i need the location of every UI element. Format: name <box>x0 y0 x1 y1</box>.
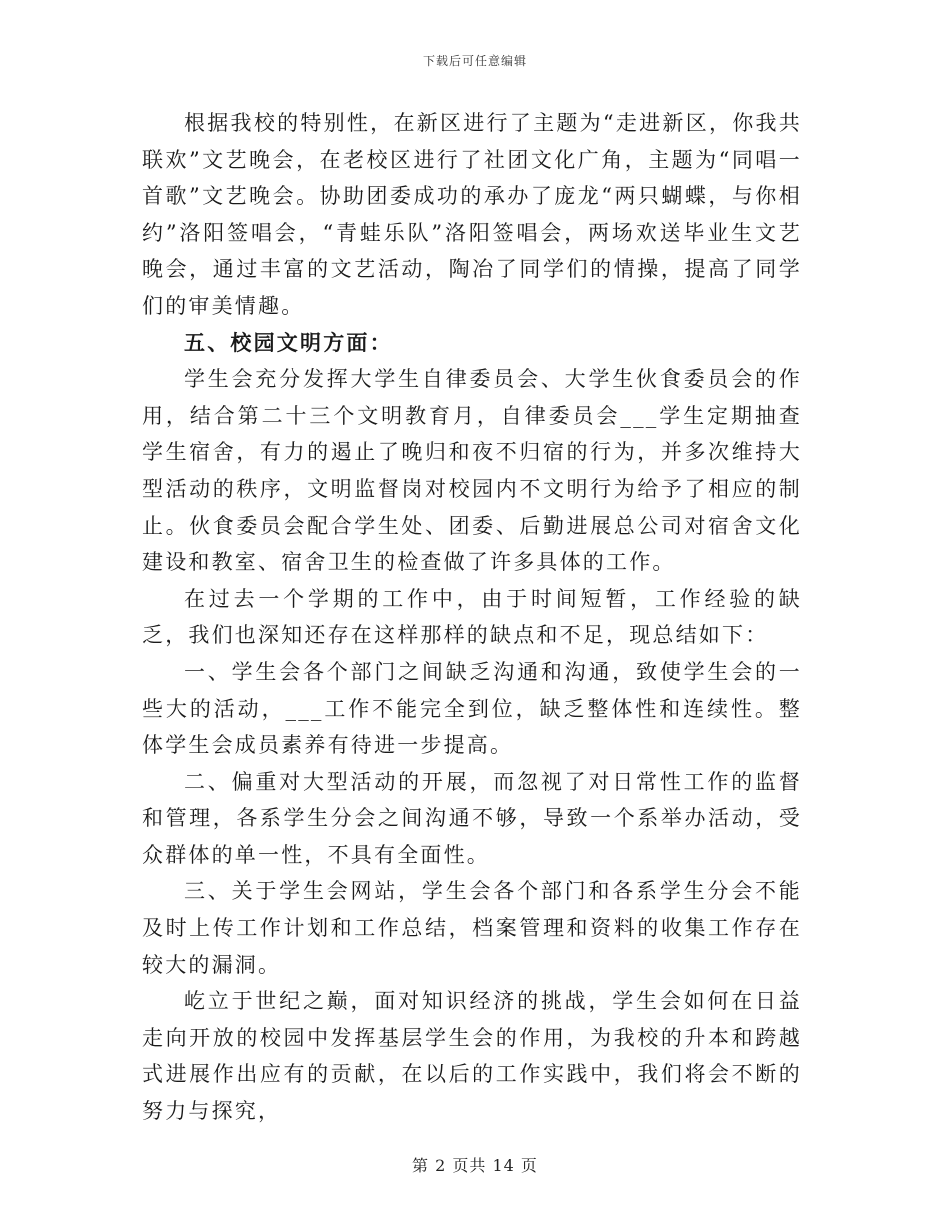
page-header: 下载后可任意编辑 <box>422 54 527 68</box>
page-number: 第 2 页共 14 页 <box>412 1156 538 1175</box>
section-heading-campus-civility: 五、校园文明方面： <box>184 329 393 355</box>
paragraph-shortcomings-intro: 在过去一个学期的工作中，由于时间短暂，工作经验的缺乏，我们也深知还存在这样那样的缺点和不足，现总结如下： <box>142 586 802 648</box>
paragraph-shortcoming-1: 一、学生会各个部门之间缺乏沟通和沟通，致使学生会的一些大的活动，___工作不能完全到位，缺乏整体性和连续性。整体学生会成员素养有待进一步提高。 <box>142 659 802 758</box>
paragraph-shortcoming-3: 三、关于学生会网站，学生会各个部门和各系学生分会不能及时上传工作计划和工作总结，档案管理和资料的收集工作存在较大的漏洞。 <box>142 879 802 977</box>
paragraph-campus-civility: 学生会充分发挥大学生自律委员会、大学生伙食委员会的作用，结合第二十三个文明教育月，自律委员会___学生定期抽查学生宿舍，有力的遏止了晚归和夜不归宿的行为，并多次维持大型活动的秩序，文明监督岗对校园内不文明行为给予了相应的制止。伙食委员会配合学生处、团委、后勤进展总公司对宿舍文化建设和教室、宿舍卫生的检查做了许多具体的工作。 <box>142 367 802 575</box>
paragraph-outlook: 屹立于世纪之巅，面对知识经济的挑战，学生会如何在日益走向开放的校园中发挥基层学生会的作用，为我校的升本和跨越式进展作出应有的贡献，在以后的工作实践中，我们将会不断的努力与探究， <box>142 989 802 1124</box>
document-body <box>142 105 802 1130</box>
paragraph-shortcoming-2: 二、偏重对大型活动的开展，而忽视了对日常性工作的监督和管理，各系学生分会之间沟通不够，导致一个系举办活动，受众群体的单一性，不具有全面性。 <box>142 769 802 867</box>
paragraph-cultural-events: 根据我校的特别性，在新区进行了主题为“走进新区，你我共联欢”文艺晚会，在老校区进行了社团文化广角，主题为“同唱一首歌”文艺晚会。协助团委成功的承办了庞龙“两只蝴蝶，与你相约”洛阳签唱会，“青蛙乐队”洛阳签唱会，两场欢送毕业生文艺晚会，通过丰富的文艺活动，陶冶了同学们的情操，提高了同学们的审美情趣。 <box>142 111 802 318</box>
